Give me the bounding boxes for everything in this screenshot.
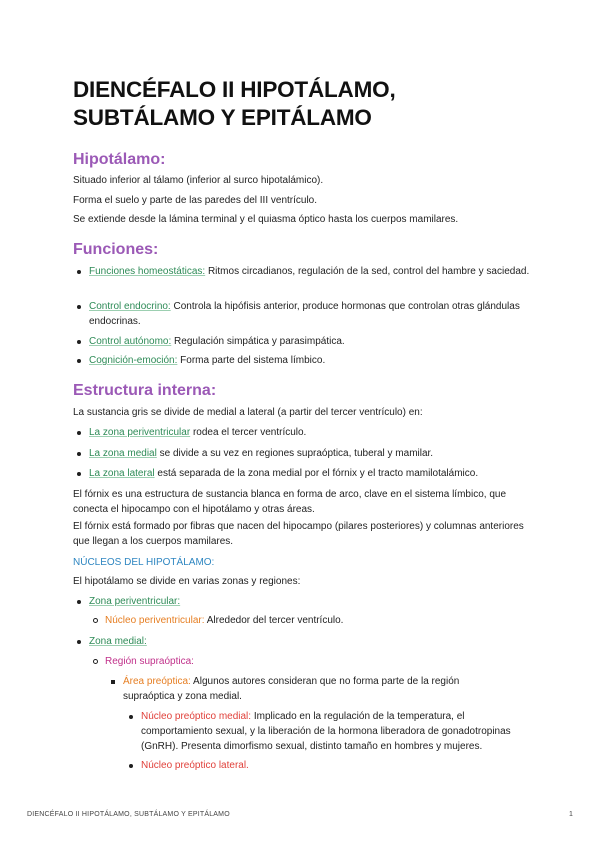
- preoptico-lateral-label: Núcleo preóptico lateral.: [141, 760, 249, 771]
- zona-medial-item: [73, 634, 533, 649]
- zona-periventricular-item: [73, 594, 533, 609]
- preoptica-sublist-2: [125, 758, 535, 773]
- page-title: DIENCÉFALO II HIPOTÁLAMO, SUBTÁLAMO Y EPITÁLAMO: [73, 77, 396, 130]
- fornix-paragraph-2: El fórnix está formado por fibras que nacen del hipocampo (pilares posteriores) y columnas anteriores que llegan a los cuerpos mamilares.: [73, 521, 524, 547]
- estructura-item-label[interactable]: La zona medial: [89, 448, 157, 459]
- estructura-item-text: se divide a su vez en regiones supraóptica, tuberal y mamilar.: [156, 448, 434, 459]
- estructura-list-2: [73, 446, 533, 461]
- nucleos-list: [73, 594, 533, 609]
- funciones-item-text: Ritmos circadianos, regulación de la sed, control del hambre y saciedad.: [205, 266, 530, 277]
- nucleos-list-2: [73, 634, 533, 649]
- preoptico-lateral-item: [125, 758, 535, 773]
- funciones-item-text: Controla la hipófisis anterior, produce hormonas que controlan otras glándulas endocrinas.: [89, 301, 520, 327]
- funciones-list-4: [73, 353, 533, 368]
- estructura-list-3: [73, 466, 533, 481]
- estructura-item-label[interactable]: La zona lateral: [89, 468, 155, 479]
- periventricular-sublist: [89, 613, 533, 628]
- preoptico-medial-text: Implicado en la regulación de la temperatura, el comportamiento sexual, y la liberación de la hormona liberadora de gonadotropinas (GnRH). Presenta dimorfismo sexual, distinto tamaño en hombres y mujeres.: [141, 711, 511, 752]
- funciones-item-label[interactable]: Control endocrino:: [89, 301, 171, 312]
- hipotalamo-line-3: Se extiende desde la lámina terminal y el quiasma óptico hasta los cuerpos mamilares.: [73, 214, 459, 225]
- estructura-item: [73, 446, 533, 461]
- page-number: 1: [569, 811, 573, 818]
- estructura-item-label[interactable]: La zona periventricular: [89, 427, 191, 438]
- nucleo-periventricular-item: [89, 613, 533, 628]
- nucleo-periventricular-text: Alrededor del tercer ventrículo.: [204, 615, 344, 626]
- zona-periventricular-label[interactable]: Zona periventricular:: [89, 596, 181, 607]
- area-preoptica-label: Área preóptica:: [123, 676, 191, 687]
- funciones-item: [73, 264, 533, 279]
- estructura-list: [73, 425, 533, 440]
- estructura-item: [73, 425, 533, 440]
- zona-medial-label[interactable]: Zona medial:: [89, 636, 147, 647]
- funciones-item: [73, 334, 533, 349]
- hipotalamo-line-2: Forma el suelo y parte de las paredes del III ventrículo.: [73, 195, 318, 206]
- heading-estructura: Estructura interna:: [73, 382, 217, 399]
- estructura-item-text: está separada de la zona medial por el fórnix y el tracto mamilotalámico.: [154, 468, 479, 479]
- preoptico-medial-item: [125, 709, 535, 754]
- estructura-item-text: rodea el tercer ventrículo.: [190, 427, 307, 438]
- area-preoptica-item: [107, 674, 503, 704]
- page-footer: DIENCÉFALO II HIPOTÁLAMO, SUBTÁLAMO Y EPITÁLAMO: [27, 811, 230, 818]
- preoptica-sublist: [125, 709, 535, 754]
- funciones-item-label[interactable]: Cognición-emoción:: [89, 355, 178, 366]
- area-preoptica-text: Algunos autores consideran que no forma parte de la región supraóptica y zona medial.: [123, 676, 460, 702]
- region-supraoptica-label: Región supraóptica:: [105, 656, 194, 667]
- funciones-list-2: [73, 299, 533, 329]
- funciones-list: [73, 264, 533, 279]
- funciones-item: [73, 299, 533, 329]
- funciones-item-label[interactable]: Control autónomo:: [89, 336, 172, 347]
- nucleo-periventricular-label: Núcleo periventricular:: [105, 615, 205, 626]
- funciones-list-3: [73, 334, 533, 349]
- funciones-item-label[interactable]: Funciones homeostáticas:: [89, 266, 206, 277]
- funciones-item: [73, 353, 533, 368]
- heading-funciones: Funciones:: [73, 241, 159, 258]
- region-supraoptica-item: [89, 654, 533, 669]
- zona-medial-sublist: [89, 654, 533, 669]
- estructura-intro: La sustancia gris se divide de medial a lateral (a partir del tercer ventrículo) en:: [73, 407, 423, 418]
- funciones-item-text: Regulación simpática y parasimpática.: [171, 336, 345, 347]
- hipotalamo-line-1: Situado inferior al tálamo (inferior al surco hipotalámico).: [73, 175, 324, 186]
- supraoptica-sublist: [107, 674, 503, 704]
- estructura-item: [73, 466, 533, 481]
- fornix-paragraph-1: El fórnix es una estructura de sustancia blanca en forma de arco, clave en el sistema límbico, que conecta el hipocampo con el hipotálamo y otras áreas.: [73, 489, 507, 515]
- funciones-item-text: Forma parte del sistema límbico.: [177, 355, 326, 366]
- nucleos-intro: El hipotálamo se divide en varias zonas y regiones:: [73, 576, 301, 587]
- heading-hipotalamo: Hipotálamo:: [73, 151, 166, 168]
- heading-nucleos: NÚCLEOS DEL HIPOTÁLAMO:: [73, 557, 215, 568]
- preoptico-medial-label: Núcleo preóptico medial:: [141, 711, 252, 722]
